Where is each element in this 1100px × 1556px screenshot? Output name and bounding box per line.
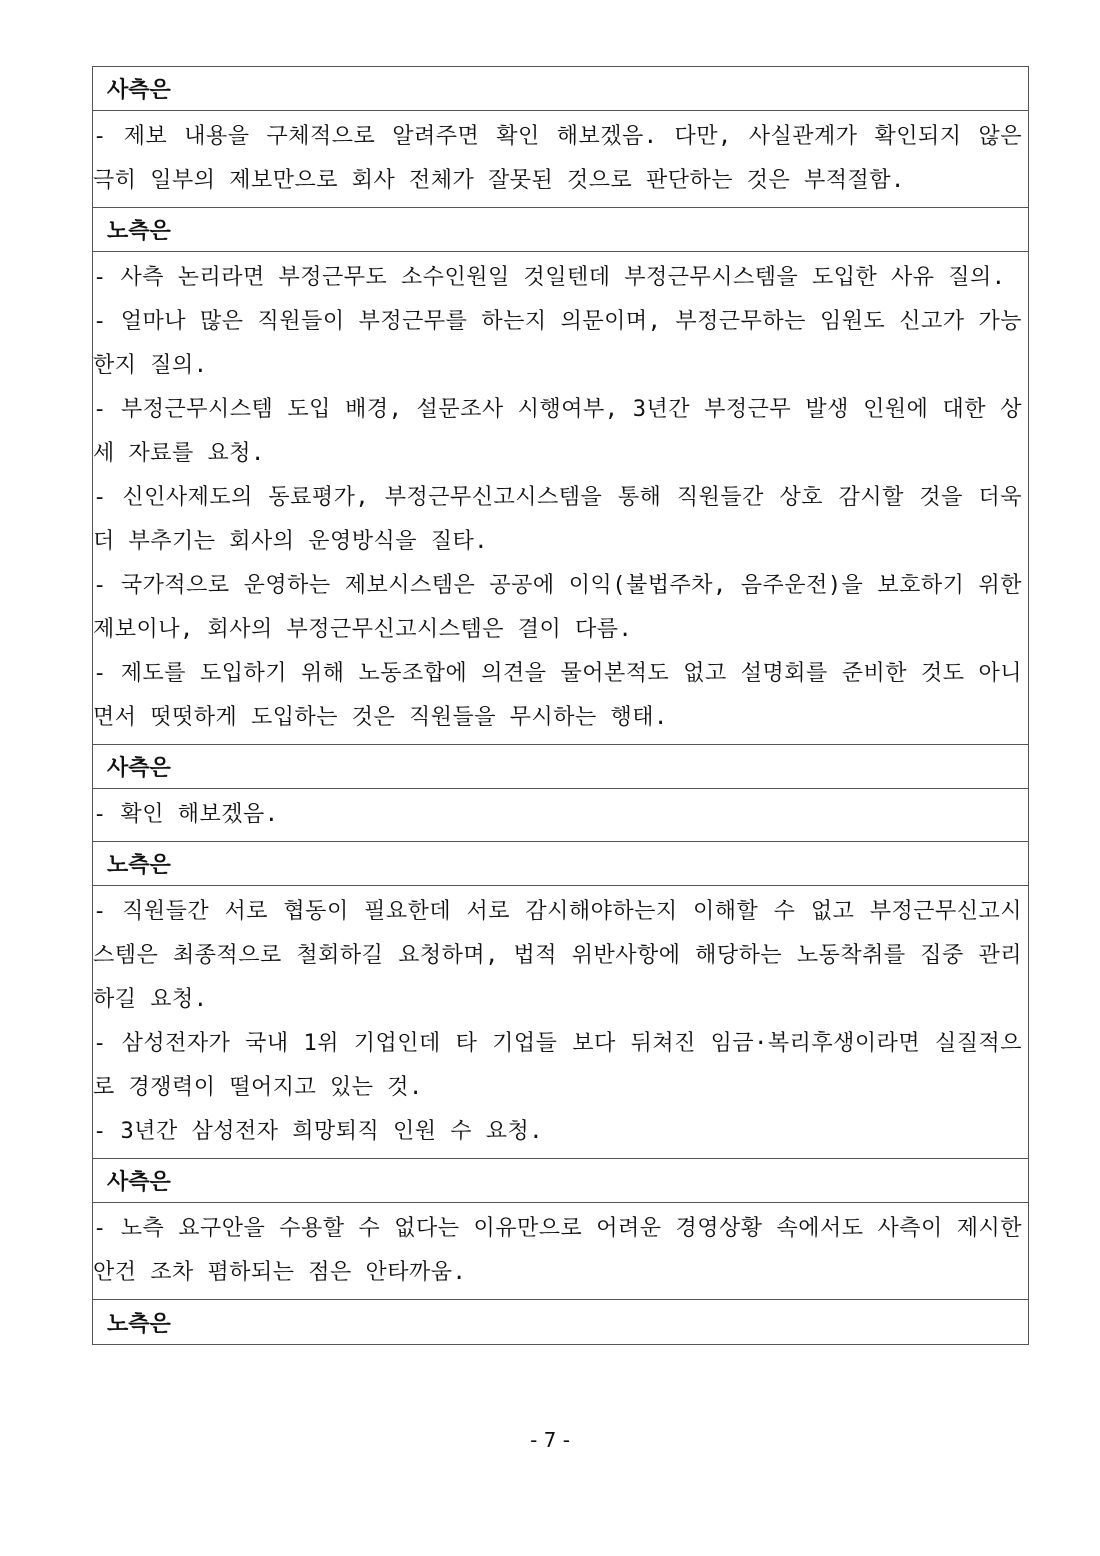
- section-header: 사측은: [93, 67, 1028, 111]
- paragraph: - 직원들간 서로 협동이 필요한데 서로 감시해야하는지 이해할 수 없고 부정근무신고시스템은 최종적으로 철회하길 요청하며, 법적 위반사항에 해당하는 노동착취를 집중 관리하길 요청.: [93, 899, 1022, 1012]
- section-header: 노측은: [93, 842, 1028, 886]
- paragraph: - 3년간 삼성전자 희망퇴직 인원 수 요청.: [93, 1119, 543, 1144]
- paragraph: - 부정근무시스템 도입 배경, 설문조사 시행여부, 3년간 부정근무 발생 인원에 대한 상세 자료를 요청.: [93, 397, 1022, 466]
- paragraph: - 제보 내용을 구체적으로 알려주면 확인 해보겠음. 다만, 사실관계가 확인되지 않은 극히 일부의 제보만으로 회사 전체가 잘못된 것으로 판단하는 것은 부적절함.: [93, 124, 1022, 193]
- paragraph: - 국가적으로 운영하는 제보시스템은 공공에 이익(불법주차, 음주운전)을 보호하기 위한 제보이나, 회사의 부정근무신고시스템은 결이 다름.: [93, 573, 1022, 642]
- section-body: [93, 111, 1028, 208]
- section-header: 사측은: [93, 745, 1028, 789]
- paragraph: - 확인 해보겠음.: [93, 802, 279, 827]
- paragraph: - 삼성전자가 국내 1위 기업인데 타 기업들 보다 뒤쳐진 임금·복리후생이라면 실질적으로 경쟁력이 떨어지고 있는 것.: [93, 1031, 1022, 1100]
- section-body: [93, 886, 1028, 1159]
- section-body: [93, 1203, 1028, 1300]
- minutes-table: [92, 66, 1029, 1345]
- paragraph: - 노측 요구안을 수용할 수 없다는 이유만으로 어려운 경영상황 속에서도 사측이 제시한 안건 조차 폄하되는 점은 안타까움.: [93, 1216, 1022, 1285]
- page-number: - 7 -: [530, 1428, 570, 1452]
- section-body: [93, 789, 1028, 842]
- section-header: 사측은: [93, 1159, 1028, 1203]
- paragraph: - 제도를 도입하기 위해 노동조합에 의견을 물어본적도 없고 설명회를 준비한 것도 아니면서 떳떳하게 도입하는 것은 직원들을 무시하는 행태.: [93, 661, 1022, 730]
- section-header: 노측은: [93, 208, 1028, 252]
- section-body: [93, 252, 1028, 745]
- paragraph: - 신인사제도의 동료평가, 부정근무신고시스템을 통해 직원들간 상호 감시할 것을 더욱 더 부추기는 회사의 운영방식을 질타.: [93, 485, 1022, 554]
- section-header: 노측은: [107, 1311, 171, 1337]
- paragraph: - 얼마나 많은 직원들이 부정근무를 하는지 의문이며, 부정근무하는 임원도 신고가 가능한지 질의.: [93, 309, 1022, 378]
- paragraph: - 사측 논리라면 부정근무도 소수인원일 것일텐데 부정근무시스템을 도입한 사유 질의.: [93, 265, 1006, 290]
